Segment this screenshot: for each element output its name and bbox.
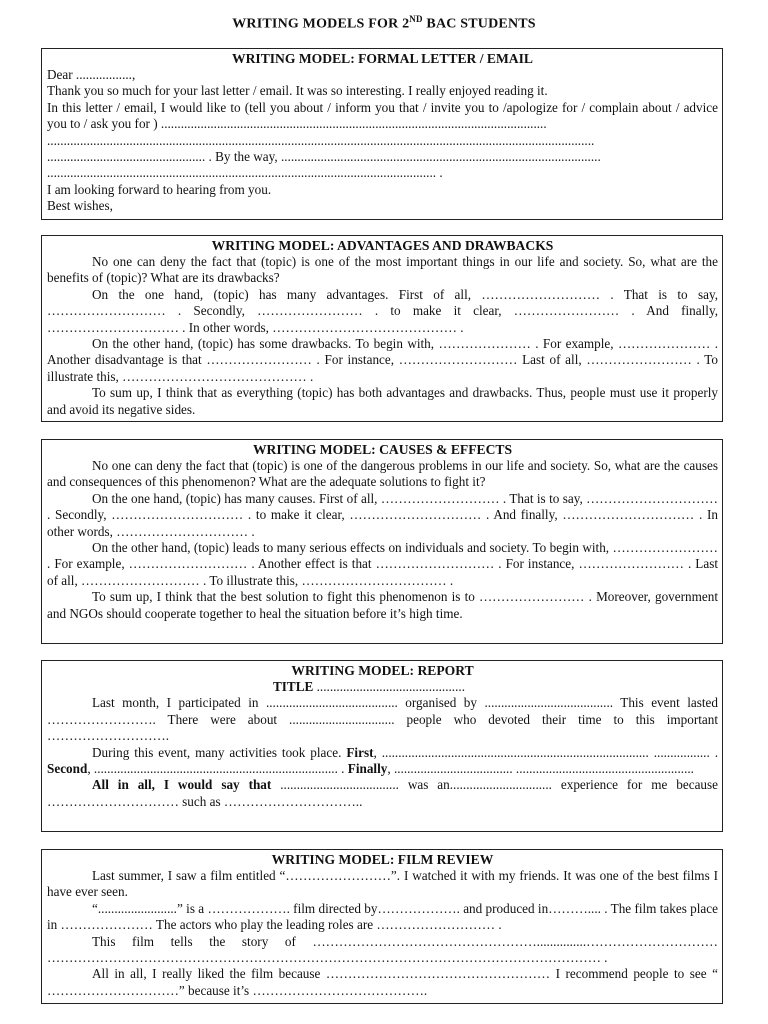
report-paragraph <box>47 777 718 810</box>
causes-model-title: WRITING MODEL: CAUSES & EFFECTS <box>252 442 513 457</box>
advantages-model-box <box>41 235 723 422</box>
report-text: , .......................................................................... . <box>87 761 348 777</box>
letter-line: Best wishes, <box>47 198 113 214</box>
report-paragraph <box>47 745 718 778</box>
causes-paragraph: No one can deny the fact that (topic) is one of the dangerous problems in our life and society. So, what are the causes and consequences of this phenomenon? What are the adequate solutions to fight it? <box>47 458 718 490</box>
page-title-suffix: BAC STUDENTS <box>422 16 536 32</box>
letter-line: I am looking forward to hearing from you. <box>47 181 272 197</box>
report-first-label: First <box>346 744 374 760</box>
letter-line: Thank you so much for your last letter / email. It was so interesting. I really enjoyed reading it. <box>47 83 548 99</box>
report-subtitle-line <box>47 679 718 695</box>
report-subtitle: TITLE <box>273 679 314 694</box>
advantages-paragraph: On the one hand, (topic) has many advantages. First of all, ……………………… . That is to say, ……………………… . Secondly, …………………… . to make it clear, …………………… . And finally, ………………………… . In other words, …………………………………… . <box>47 286 718 335</box>
causes-model-box <box>41 439 723 644</box>
letter-line: ...................................................................................................................... . <box>47 165 443 181</box>
letter-model-box <box>41 48 723 220</box>
page-title <box>0 14 768 33</box>
film-review-paragraph: All in all, I really liked the film because …………………………………………… I recommend people to see “ …………………………” because it’s …………………………………. <box>47 966 718 998</box>
film-review-paragraph: Last summer, I saw a film entitled “……………………”. I watched it with my friends. It was one of the best films I have ever seen. <box>47 868 718 900</box>
letter-line: Dear ................., <box>47 67 136 82</box>
report-text: During this event, many activities took place. <box>92 744 347 760</box>
report-paragraph: Last month, I participated in ........................................ organised by ....................................... This event lasted ……………………. There were about ................................ people who devoted their time to this important ………………………. <box>47 695 718 744</box>
film-review-model-box <box>41 849 723 1004</box>
film-review-model-title: WRITING MODEL: FILM REVIEW <box>271 852 494 867</box>
causes-paragraph: On the other hand, (topic) leads to many serious effects on individuals and society. To begin with, …………………… . For example, ……………………… . Another effect is that ……………………… . For instance, …………………… . Last of all, ……………………… . To illustrate this, …………………………… . <box>47 540 718 588</box>
letter-line: In this letter / email, I would like to (tell you about / inform you that / invite you to /apologize for / complain about / advice you to / ask you for ) ..................................................................................................................... <box>47 99 718 132</box>
letter-model-title: WRITING MODEL: FORMAL LETTER / EMAIL <box>232 51 533 66</box>
report-model-box <box>41 660 723 832</box>
film-review-paragraph: This film tells the story of ……………………………………………...............………………………… ……………………………………………………………………………………………………………… . <box>47 933 718 966</box>
report-text: , .................................... ...................................................... <box>387 761 694 777</box>
causes-paragraph: To sum up, I think that the best solution to fight this phenomenon is to …………………… . Moreover, government and NGOs should cooperate together to heal the situation before it’s high time. <box>47 589 718 621</box>
report-subtitle-dots: ............................................. <box>313 679 465 694</box>
report-model-title: WRITING MODEL: REPORT <box>291 663 474 678</box>
causes-paragraph: On the one hand, (topic) has many causes. First of all, ……………………… . That is to say, ………………………… . Secondly, ………………………… . to make it clear, ………………………… . And finally, ………………………… . In other words, ………………………… . <box>47 490 718 539</box>
letter-line: ................................................ . By the way, ................................................................................................. <box>47 149 601 165</box>
report-text: , ................................................................................. ................. . <box>373 744 719 760</box>
advantages-paragraph: No one can deny the fact that (topic) is one of the most important things in our life and society. So, what are the benefits of (topic)? What are its drawbacks? <box>47 254 718 286</box>
report-finally-label: Finally <box>347 761 388 777</box>
report-text: .................................... was an............................... experience for me because ………………………… such as ………………………….. <box>47 777 719 809</box>
film-review-paragraph: “........................” is a ………………. film directed by………………. and produced in……….... . The film takes place in ………………… The actors who play the leading roles are ……………………… . <box>47 900 718 933</box>
page-title-prefix: WRITING MODELS FOR 2 <box>232 16 410 32</box>
letter-line: ...................................................................................................................................................................... <box>47 132 595 148</box>
advantages-paragraph: To sum up, I think that as everything (topic) has both advantages and drawbacks. Thus, people must use it properly and avoid its negative sides. <box>47 385 718 417</box>
report-second-label: Second <box>47 761 88 777</box>
advantages-paragraph: On the other hand, (topic) has some drawbacks. To begin with, ………………… . For example, ………………… . Another disadvantage is that …………………… . For instance, ……………………… Last of all, …………………… . To illustrate this, …………………………………… . <box>47 336 718 384</box>
advantages-model-title: WRITING MODEL: ADVANTAGES AND DRAWBACKS <box>211 238 554 253</box>
page-title-sup: ND <box>409 14 423 24</box>
report-conclusion-label: All in all, I would say that <box>92 777 272 793</box>
